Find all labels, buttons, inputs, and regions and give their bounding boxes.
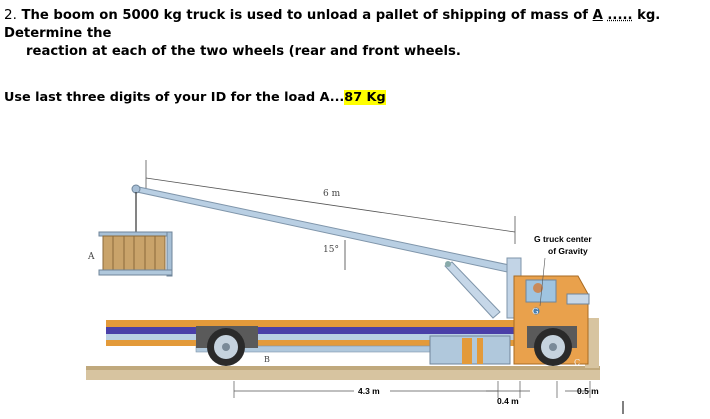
hydraulic-cylinder: [445, 262, 500, 318]
fork-bottom: [99, 270, 172, 275]
label-B: B: [264, 355, 270, 364]
bed-purple-stripe: [106, 327, 516, 334]
tank-strap: [462, 338, 472, 364]
fork-side: [167, 232, 172, 276]
load-value-highlight: 87 Kg: [344, 90, 386, 105]
bed-orange-stripe: [106, 320, 516, 328]
ground-edge: [86, 366, 600, 370]
problem-text-3: reaction at each of the two wheels (rear and front wheels.: [26, 44, 461, 59]
fork-top: [99, 232, 171, 236]
problem-text-1: The boom on 5000 kg truck is used to unload a pallet of shipping of mass of: [21, 8, 593, 23]
dim-label-2: 0.4 m: [497, 396, 519, 406]
angle-label: 15°: [323, 245, 339, 255]
dim-label-1: 4.3 m: [358, 386, 380, 396]
label-A: A: [88, 252, 95, 262]
mass-blank-dots: .....: [607, 8, 633, 23]
cg-label-line1: G truck center: [534, 234, 592, 244]
cylinder-pin: [445, 261, 451, 267]
dim-label-3: 0.5 m: [577, 386, 599, 396]
label-C: C: [574, 358, 581, 367]
boom-length-label: 6 m: [323, 189, 341, 199]
boom-tip: [132, 185, 140, 193]
instruction-text: Use last three digits of your ID for the load A...: [4, 90, 345, 105]
boom-arm: [134, 186, 514, 273]
problem-number: 2.: [4, 7, 17, 23]
front-hub-center: [549, 343, 557, 351]
hood-vent: [567, 294, 589, 304]
mass-blank-label: A: [592, 8, 603, 23]
ground: [86, 370, 600, 380]
problem-text-2: kg. Determine the: [4, 8, 661, 41]
rear-hub-center: [222, 343, 230, 351]
tank-strap: [477, 338, 483, 364]
label-G: G: [532, 307, 539, 316]
cg-label-line2: of Gravity: [548, 246, 588, 256]
